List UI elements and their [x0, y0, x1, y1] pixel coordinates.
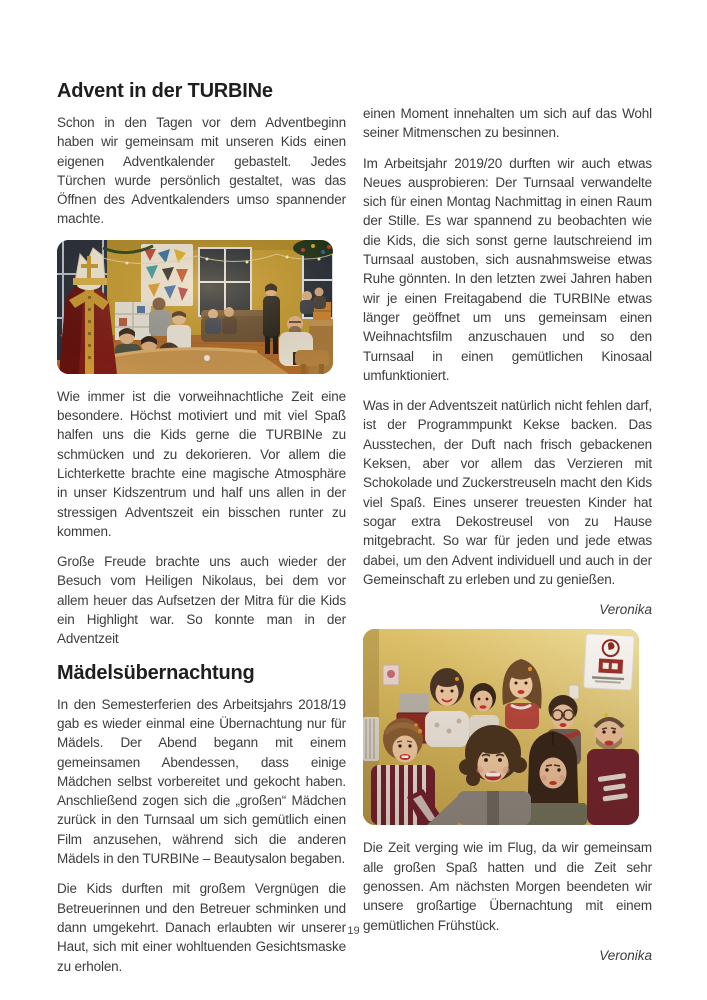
paragraph-sleepover-1: In den Semesterferien des Arbeitsjahrs 2018/19 gab es wieder einmal eine Übernachtung nur für Mädels. Der Abend begann mit einem gemeinsamen Abendessen, dass einige Mädchen selbst vorbereitet und gekocht haben. Anschließend zogen sich die „großen“ Mädchen zurück in den Turnsaal um sich gemütlich einen Film anzusehen, während sich die anderen Mädels in den TURBINe – Beautysalon begaben.: [57, 696, 346, 867]
paragraph-sleepover-3: Die Zeit verging wie im Flug, da wir gemeinsam alle großen Spaß hatten und die Zeit sehr genossen. Am nächsten Morgen beendeten wir unsere großartige Übernachtung mit einem gemütlichen Frühstück.: [363, 840, 652, 933]
paragraph-advent-5: Im Arbeitsjahr 2019/20 durften wir auch etwas Neues ausprobieren: Der Turnsaal verwandelte sich für einen Montag Nachmittag in einen Raum der Stille. Es war spannend zu beobachten wie die Kids, die sich sonst gerne lautschreiend im Turnsaal austoben, sich ausnahmsweise etwas Ruhe gönnten. In den letzten zwei Jahren haben wir je einen Freitagabend die TURBINe etwas länger geöffnet um uns gemeinsam einen Weihnachtsfilm anzuschauen und so den Turnsaal in einen gemütlichen Kinosaal umfunktioniert.: [363, 155, 652, 383]
right-column: [363, 78, 652, 975]
section-title-advent: Advent in der TURBINe: [57, 80, 273, 102]
sleepover-selfie-photo: [363, 629, 639, 825]
nikolaus-visit-illustration: [57, 240, 333, 374]
signature-sleepover: Veronika: [599, 947, 652, 963]
nikolaus-visit-photo: [57, 240, 333, 374]
column-spacer: [363, 78, 652, 104]
paragraph-advent-4: einen Moment innehalten um sich auf das Wohl seiner Mitmenschen zu besinnen.: [363, 106, 652, 141]
paragraph-advent-2: Wie immer ist die vorweihnachtliche Zeit eine besondere. Höchst motiviert und mit viel Spaß halfen uns die Kids gerne die TURBINe zu schmücken und zu dekorieren. Vor allem die Lichterkette brachte eine magische Atmosphäre in unser Kidszentrum und half uns allen in der stressigen Adventszeit ein bisschen runter zu kommen.: [57, 388, 346, 539]
paragraph-advent-6: Was in der Adventszeit natürlich nicht fehlen darf, ist der Programmpunkt Kekse backen. Das Ausstechen, der Duft nach frisch gebackenen Keksen, aber vor allem das Verzieren mit Schokolade und Zuckerstreuseln macht den Kids viel Spaß. Eines unserer treuesten Kinder hat sogar extra Dekostreusel von zu Hause mitgebracht. So war für jeden und jede etwas dabei, um den Advent individuell und auch in der Gemeinschaft zu erleben und zu genießen.: [363, 398, 652, 587]
page-number: 19: [347, 925, 360, 937]
paragraph-advent-3: Große Freude brachte uns auch wieder der Besuch vom Heiligen Nikolaus, bei dem vor allem heuer das Aufsetzen der Mitra für die Kids ein Highlight war. So konnte man in der Adventzeit: [57, 554, 346, 647]
section-title-sleepover: Mädelsübernachtung: [57, 661, 255, 684]
left-column: [57, 78, 346, 987]
paragraph-sleepover-2: Die Kids durften mit großem Vergnügen die Betreuerinnen und den Betreuer schminken und dann umgekehrt. Danach erlaubten wir unserer Haut, sich mit einer wohltuenden Gesichtsmaske zu erholen.: [57, 881, 346, 974]
paragraph-advent-1: Schon in den Tagen vor dem Adventbeginn haben wir gemeinsam mit unseren Kids einen eigenen Adventkalender gebastelt. Jedes Türchen wurde persönlich gestaltet, was das Öffnen des Adventkalenders umso spannender machte.: [57, 115, 346, 227]
signature-advent: Veronika: [599, 602, 652, 618]
sleepover-selfie-illustration: [363, 629, 639, 825]
